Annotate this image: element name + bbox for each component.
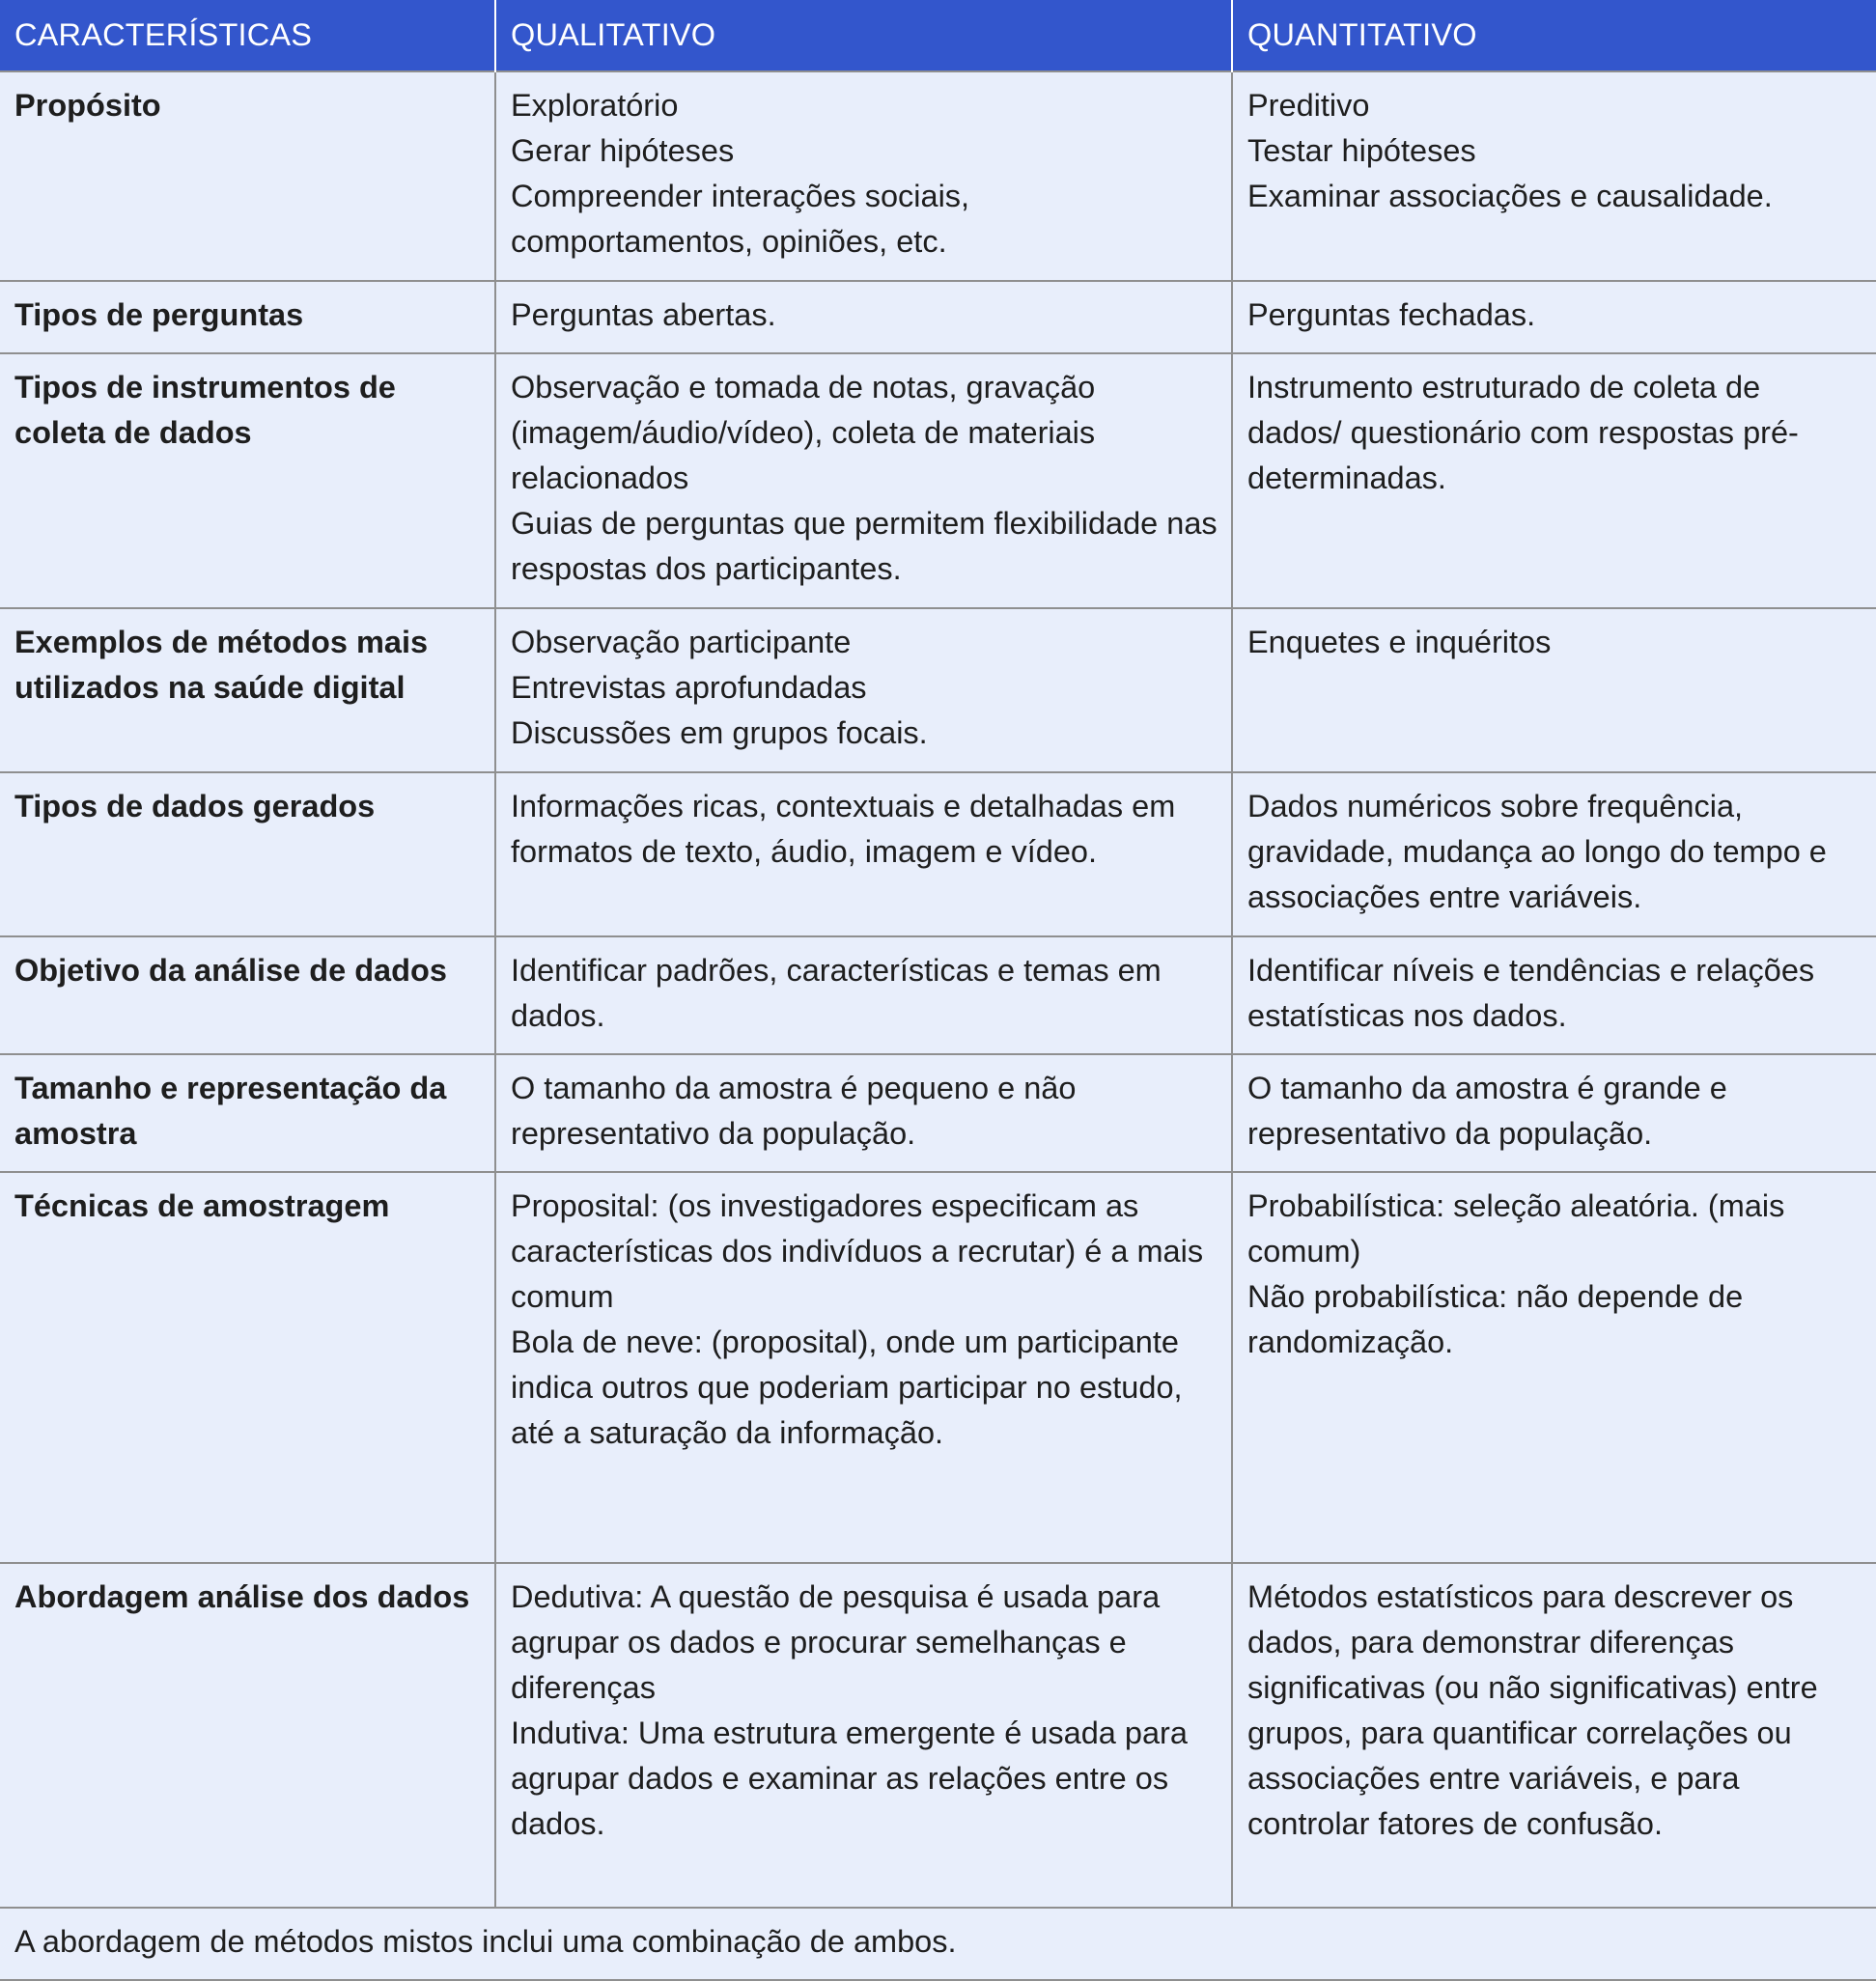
cell-text: Examinar associações e causalidade. — [1247, 179, 1773, 213]
cell-text: Compreender interações sociais, comportamentos, opiniões, etc. — [511, 179, 970, 259]
quantitativo-cell — [1232, 281, 1876, 353]
cell-text: Preditivo — [1247, 88, 1370, 123]
table-row — [0, 1172, 1876, 1563]
qualitativo-cell — [495, 1563, 1232, 1908]
cell-text: Probabilística: seleção aleatória. (mais comum) — [1247, 1188, 1785, 1269]
qualitativo-cell — [495, 936, 1232, 1054]
header-row — [0, 0, 1876, 71]
header-caracteristicas: CARACTERÍSTICAS — [0, 0, 495, 71]
cell-text: Observação e tomada de notas, gravação (imagem/áudio/vídeo), coleta de materiais relacionados — [511, 370, 1096, 495]
cell-text: Gerar hipóteses — [511, 133, 735, 168]
cell-text: Identificar padrões, características e temas em dados. — [511, 953, 1162, 1033]
cell-text: Perguntas abertas. — [511, 297, 776, 332]
quantitativo-cell — [1232, 772, 1876, 936]
qualitativo-cell — [495, 1054, 1232, 1172]
quantitativo-cell — [1232, 1054, 1876, 1172]
quantitativo-cell — [1232, 1172, 1876, 1563]
quantitativo-cell — [1232, 71, 1876, 281]
cell-text: Dados numéricos sobre frequência, gravidade, mudança ao longo do tempo e associações entre variáveis. — [1247, 789, 1827, 914]
cell-text: Instrumento estruturado de coleta de dados/ questionário com respostas pré-determinadas. — [1247, 370, 1799, 495]
quantitativo-cell — [1232, 608, 1876, 772]
row-label: Propósito — [0, 71, 495, 281]
footer-row — [0, 1908, 1876, 1980]
row-label: Técnicas de amostragem — [0, 1172, 495, 1563]
row-label: Tamanho e representação da amostra — [0, 1054, 495, 1172]
cell-text: Bola de neve: (proposital), onde um participante indica outros que poderiam participar no estudo, até a saturação da informação. — [511, 1325, 1183, 1450]
quantitativo-cell — [1232, 1563, 1876, 1908]
cell-text: O tamanho da amostra é pequeno e não representativo da população. — [511, 1071, 1077, 1151]
row-label: Exemplos de métodos mais utilizados na saúde digital — [0, 608, 495, 772]
cell-text: O tamanho da amostra é grande e representativo da população. — [1247, 1071, 1727, 1151]
header-qualitativo: QUALITATIVO — [495, 0, 1232, 71]
quantitativo-cell — [1232, 353, 1876, 608]
footer-note: A abordagem de métodos mistos inclui uma combinação de ambos. — [0, 1908, 1876, 1980]
row-label: Tipos de dados gerados — [0, 772, 495, 936]
table-row — [0, 281, 1876, 353]
table-row — [0, 608, 1876, 772]
table-row — [0, 772, 1876, 936]
qualitativo-cell — [495, 608, 1232, 772]
qualitativo-cell — [495, 772, 1232, 936]
table-row — [0, 1054, 1876, 1172]
table-row — [0, 353, 1876, 608]
cell-text: Observação participante — [511, 625, 852, 659]
cell-text: Discussões em grupos focais. — [511, 715, 928, 750]
cell-text: Perguntas fechadas. — [1247, 297, 1536, 332]
cell-text: Métodos estatísticos para descrever os dados, para demonstrar diferenças significativas (ou não significativas) entre grupos, para quantificar correlações ou associações entre variáveis, e para controlar fatores de confusão. — [1247, 1579, 1818, 1841]
cell-text: Guias de perguntas que permitem flexibilidade nas respostas dos participantes. — [511, 506, 1218, 586]
table-row — [0, 71, 1876, 281]
quantitativo-cell — [1232, 936, 1876, 1054]
cell-text: Exploratório — [511, 88, 679, 123]
qualitativo-cell — [495, 281, 1232, 353]
cell-text: Enquetes e inquéritos — [1247, 625, 1552, 659]
qualitativo-cell — [495, 353, 1232, 608]
row-label: Abordagem análise dos dados — [0, 1563, 495, 1908]
table-row — [0, 1563, 1876, 1908]
cell-text: Informações ricas, contextuais e detalhadas em formatos de texto, áudio, imagem e vídeo. — [511, 789, 1176, 869]
cell-text: Identificar níveis e tendências e relações estatísticas nos dados. — [1247, 953, 1815, 1033]
cell-text: Indutiva: Uma estrutura emergente é usada para agrupar dados e examinar as relações entre os dados. — [511, 1716, 1188, 1841]
cell-text: Entrevistas aprofundadas — [511, 670, 867, 705]
qualitativo-cell — [495, 1172, 1232, 1563]
cell-text: Testar hipóteses — [1247, 133, 1476, 168]
row-label: Objetivo da análise de dados — [0, 936, 495, 1054]
header-quantitativo: QUANTITATIVO — [1232, 0, 1876, 71]
cell-text: Não probabilística: não depende de randomização. — [1247, 1279, 1744, 1359]
cell-text: Dedutiva: A questão de pesquisa é usada para agrupar os dados e procurar semelhanças e diferenças — [511, 1579, 1161, 1705]
table-row — [0, 936, 1876, 1054]
cell-text: Proposital: (os investigadores especificam as características dos indivíduos a recrutar) é a mais comum — [511, 1188, 1204, 1314]
row-label: Tipos de perguntas — [0, 281, 495, 353]
qualitativo-cell — [495, 71, 1232, 281]
row-label: Tipos de instrumentos de coleta de dados — [0, 353, 495, 608]
